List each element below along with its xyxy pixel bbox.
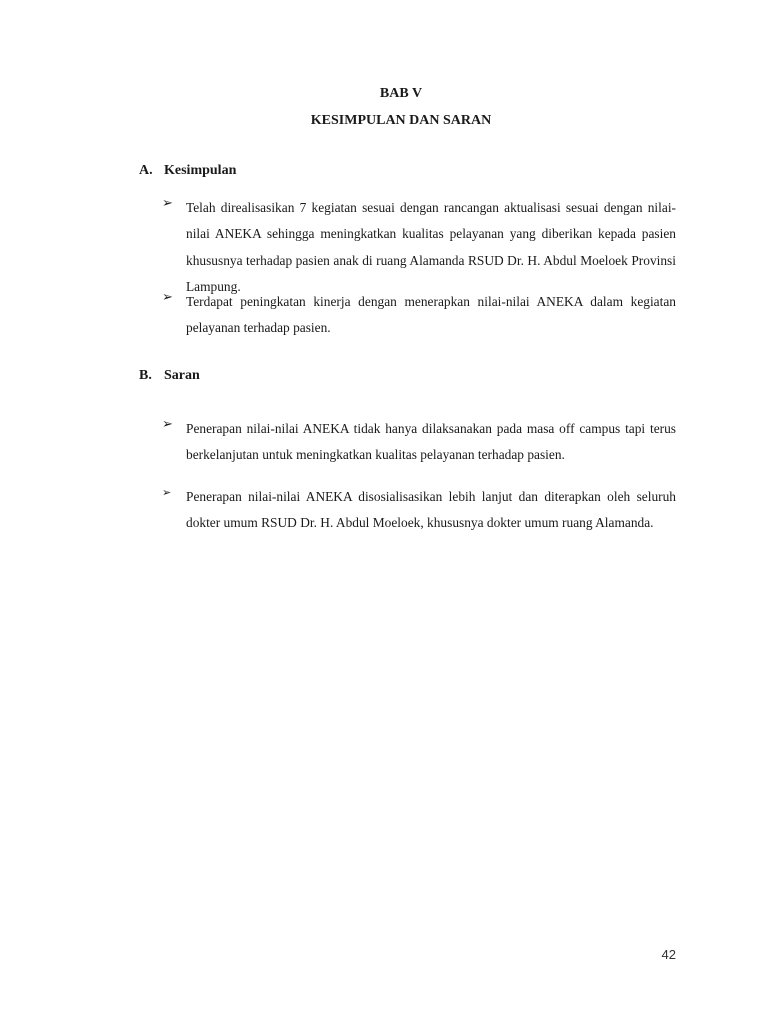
arrow-bullet-icon: ➢ — [162, 195, 173, 210]
arrow-bullet-icon: ➢ — [162, 416, 173, 431]
list-item-text: Telah direalisasikan 7 kegiatan sesuai dengan rancangan aktualisasi sesuai dengan nilai-nilai ANEKA sehingga meningkatkan kualitas pelayanan yang diberikan kepada pasien khususnya terhadap pasien anak di ruang Alamanda RSUD Dr. H. Abdul Moeloek Provinsi Lampung. — [186, 200, 676, 294]
chapter-number: BAB V — [379, 86, 423, 101]
section-heading-saran — [139, 368, 200, 384]
list-item-text: Terdapat peningkatan kinerja dengan menerapkan nilai-nilai ANEKA dalam kegiatan pelayanan terhadap pasien. — [186, 294, 676, 336]
list-item-saran-1 — [162, 416, 676, 469]
chapter-title: KESIMPULAN DAN SARAN — [310, 113, 492, 128]
list-item-text: Penerapan nilai-nilai ANEKA disosialisasikan lebih lanjut dan diterapkan oleh seluruh dokter umum RSUD Dr. H. Abdul Moeloek, khususnya dokter umum ruang Alamanda. — [186, 489, 676, 531]
list-item-text: Penerapan nilai-nilai ANEKA tidak hanya dilaksanakan pada masa off campus tapi terus berkelanjutan untuk meningkatkan kualitas pelayanan terhadap pasien. — [186, 421, 676, 463]
section-title: Kesimpulan — [164, 163, 237, 178]
section-letter: B. — [139, 368, 152, 383]
arrow-bullet-icon: ➢ — [162, 289, 173, 304]
list-item-kesimpulan-2 — [162, 289, 676, 342]
section-heading-kesimpulan — [139, 163, 236, 179]
section-title: Saran — [164, 368, 200, 383]
page-number: 42 — [661, 947, 676, 962]
arrow-bullet-icon: ➢ — [162, 487, 172, 499]
section-letter: A. — [139, 163, 153, 178]
list-item-saran-2 — [162, 484, 676, 537]
list-item-kesimpulan-1 — [162, 195, 676, 300]
